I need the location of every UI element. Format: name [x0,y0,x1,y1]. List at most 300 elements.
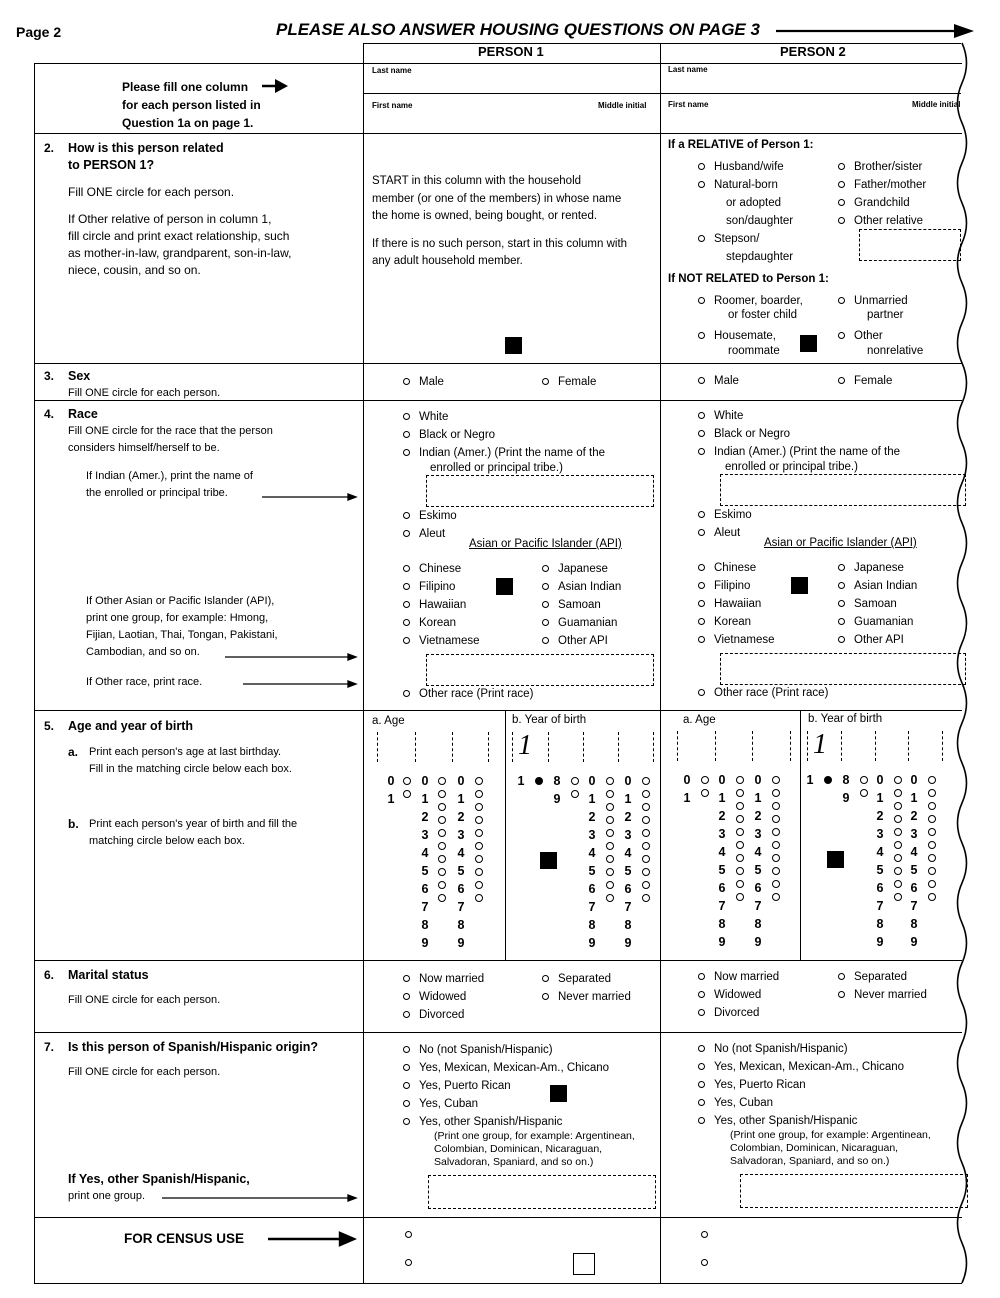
p1-last-name-field[interactable] [366,68,658,92]
p2-year-hundreds-digits [840,771,852,807]
q5-label: 5. [44,719,55,733]
digit-label: 6 [876,881,884,895]
answer-circle[interactable] [928,867,936,875]
q4-p1-indian[interactable]: Indian (Amer.) (Print the name of the [403,446,605,460]
p1-first-name-label: First name [372,101,413,110]
q4-p1-other-api[interactable]: Other API [542,634,608,648]
q5-p2-year-boxes[interactable] [807,731,943,761]
q4-p2-vietnamese[interactable]: Vietnamese [698,633,775,647]
answer-circle[interactable] [642,816,650,824]
q7-p1-timing-mark [550,1085,567,1102]
answer-circle[interactable] [772,802,780,810]
q3-question: Sex Fill ONE circle for each person. [68,369,221,399]
q2-opt-grandchild[interactable]: Grandchild [838,196,910,210]
answer-circle[interactable] [894,828,902,836]
digit-label: 2 [624,810,632,824]
p2-first-name-field[interactable] [663,103,953,129]
digit-label: 6 [421,882,429,896]
person1-header: PERSON 1 [478,44,544,59]
q4-p1-other-race[interactable]: Other race (Print race) [403,687,533,701]
answer-circle[interactable] [438,855,446,863]
p2-year-thousands-circle[interactable] [822,771,834,789]
p2-age-tens-circles[interactable] [699,771,711,802]
q4-p2-indian[interactable]: Indian (Amer.) (Print the name of the [698,445,900,459]
page-number: Page 2 [16,24,62,40]
digit-label: 0 [421,774,429,788]
q4-other-race-instructions: If Other race, print race. [86,676,203,688]
p2-year-thousands-digit [804,771,816,789]
q4-p1-api-head: Asian or Pacific Islander (API) [469,538,622,550]
digit-label: 8 [876,917,884,931]
digit-label: 6 [588,882,596,896]
q7-p1-no[interactable]: No (not Spanish/Hispanic) [403,1043,553,1057]
digit-label: 8 [588,918,596,932]
q4-p1-guamanian[interactable]: Guamanian [542,616,617,630]
q6-p1-separated[interactable]: Separated [542,972,611,986]
answer-circle[interactable] [438,777,446,785]
census-p2-circle-1[interactable] [701,1228,717,1242]
answer-circle[interactable] [772,828,780,836]
answer-circle[interactable] [894,854,902,862]
answer-circle[interactable] [606,842,614,850]
digit-label: 1 [876,791,884,805]
p2-age-circles-a[interactable] [734,771,746,906]
q4-p2-eskimo[interactable]: Eskimo [698,508,752,522]
answer-circle[interactable] [642,790,650,798]
p1-age-tens-digits [385,772,397,808]
q6-p1-divorced[interactable]: Divorced [403,1008,464,1022]
q6-p2-widowed[interactable]: Widowed [698,988,761,1002]
q6-p2-divorced[interactable]: Divorced [698,1006,759,1020]
digit-label: 5 [876,863,884,877]
q4-p1-white[interactable]: White [403,410,448,424]
answer-circle[interactable] [606,803,614,811]
digit-label: 2 [421,810,429,824]
q7-p1-puerto-rican[interactable]: Yes, Puerto Rican [403,1079,511,1093]
answer-circle[interactable] [736,854,744,862]
answer-circle[interactable] [894,802,902,810]
q7-p1-mexican[interactable]: Yes, Mexican, Mexican-Am., Chicano [403,1061,609,1075]
q4-p2-indian-line2: enrolled or principal tribe.) [725,461,858,473]
digit-label: 3 [754,827,762,841]
digit-label: 3 [876,827,884,841]
q4-p2-chinese[interactable]: Chinese [698,561,756,575]
q6-question: Marital status Fill ONE circle for each person. [68,968,221,1006]
q3-p2-female[interactable]: Female [838,374,892,388]
answer-circle[interactable] [894,880,902,888]
census-p2-circle-2[interactable] [701,1256,717,1270]
digit-label: 4 [754,845,762,859]
answer-circle[interactable] [928,828,936,836]
q7-p2-cuban[interactable]: Yes, Cuban [698,1096,773,1110]
q7-p2-puerto-rican[interactable]: Yes, Puerto Rican [698,1078,806,1092]
q2-opt-unmarried-partner[interactable]: Unmarried [838,294,908,308]
p1-year-ones-circles[interactable] [640,772,652,907]
digit-label: 0 [588,774,596,788]
q6-p1-now-married[interactable]: Now married [403,972,484,986]
answer-circle[interactable] [403,790,411,798]
q6-p2-separated[interactable]: Separated [838,970,907,984]
q6-label: 6. [44,968,55,982]
q2-opt-natural-born-line2: or adopted [726,197,781,209]
answer-circle[interactable] [736,867,744,875]
banner-arrow-icon [776,22,974,40]
answer-circle[interactable] [475,777,483,785]
p1-first-name-field[interactable] [366,104,658,130]
answer-circle[interactable] [736,815,744,823]
q4-p2-other-api[interactable]: Other API [838,633,904,647]
q5-a-text: Print each person's age at last birthday. Fill in the matching circle below each box. [89,746,292,775]
answer-circle[interactable] [894,815,902,823]
p1-middle-initial-label: Middle initial [598,101,647,110]
digit-label: 9 [457,936,465,950]
digit-label: 9 [910,935,918,949]
q2-opt-other-relative[interactable]: Other relative [838,214,923,228]
answer-circle[interactable] [736,841,744,849]
digit-label: 1 [517,774,525,788]
q2-opt-father-mother[interactable]: Father/mother [838,178,926,192]
q7-label: 7. [44,1040,55,1054]
answer-circle[interactable] [824,776,832,784]
answer-circle[interactable] [894,867,902,875]
digit-label: 5 [457,864,465,878]
q7-p2-other-hispanic[interactable]: Yes, other Spanish/Hispanic [698,1114,857,1128]
digit-label: 5 [718,863,726,877]
q2-opt-housemate-line2: roommate [728,345,780,357]
q5-a-label: a. [68,745,79,759]
digit-label: 1 [421,792,429,806]
answer-circle[interactable] [606,855,614,863]
p2-age-circles-b[interactable] [770,771,782,906]
answer-circle[interactable] [772,789,780,797]
answer-circle[interactable] [475,855,483,863]
q2-p1-start-text: START in this column with the household member (or one of the members) in whose name the home is owned, being bought, or rented. If there is no such person, start in this column with any adult household member. [372,175,628,267]
q2-opt-other-nonrelative[interactable]: Other [838,329,883,343]
q3-p1-male[interactable]: Male [403,375,444,389]
answer-circle[interactable] [928,776,936,784]
q4-p2-asian-indian[interactable]: Asian Indian [838,579,917,593]
digit-label: 6 [718,881,726,895]
answer-circle[interactable] [403,777,411,785]
answer-circle[interactable] [606,868,614,876]
q4-p1-vietnamese[interactable]: Vietnamese [403,634,480,648]
answer-circle[interactable] [438,803,446,811]
answer-circle[interactable] [772,841,780,849]
q2-opt-natural-born-line3: son/daughter [726,215,794,227]
digit-label: 4 [910,845,918,859]
answer-circle[interactable] [606,777,614,785]
answer-circle[interactable] [475,894,483,902]
census-p1-circle-2[interactable] [405,1256,421,1270]
p2-year-hundreds-circles[interactable] [858,771,870,802]
q4-p1-aleut[interactable]: Aleut [403,527,445,541]
answer-circle[interactable] [928,815,936,823]
digit-label: 4 [718,845,726,859]
answer-circle[interactable] [475,868,483,876]
q4-p2-korean[interactable]: Korean [698,615,751,629]
q4-p2-filipino[interactable]: Filipino [698,579,750,593]
p1-age-ones-digits-a [419,772,431,952]
answer-circle[interactable] [736,802,744,810]
answer-circle[interactable] [860,776,868,784]
q4-p1-japanese[interactable]: Japanese [542,562,608,576]
q4-p2-other-race[interactable]: Other race (Print race) [698,686,828,700]
census-p1-box[interactable] [573,1253,595,1275]
answer-circle[interactable] [772,880,780,888]
answer-circle[interactable] [475,842,483,850]
q4-p2-aleut[interactable]: Aleut [698,526,740,540]
census-use-label: FOR CENSUS USE [124,1231,245,1246]
q6-p1-never-married[interactable]: Never married [542,990,631,1004]
digit-label: 4 [624,846,632,860]
answer-circle[interactable] [475,829,483,837]
p1-year-hundreds-digits [551,772,563,808]
digit-label: 6 [457,882,465,896]
digit-label: 8 [910,917,918,931]
q4-p1-samoan[interactable]: Samoan [542,598,601,612]
census-p1-circle-1[interactable] [405,1228,421,1242]
digit-label: 9 [553,792,561,806]
digit-label: 6 [910,881,918,895]
digit-label: 0 [754,773,762,787]
answer-circle[interactable] [475,881,483,889]
q7-p1-group-input[interactable] [428,1175,656,1209]
q2-opt-roomer-line2: or foster child [728,309,798,321]
answer-circle[interactable] [438,881,446,889]
q5-p1-age-head: a. Age [372,715,405,727]
p1-year-thousands-circle[interactable] [533,772,545,790]
p1-year-tens-digits [586,772,598,952]
q4-indian-instructions: If Indian (Amer.), print the name of the enrolled or principal tribe. [86,470,253,499]
q5-p1-year-boxes[interactable] [512,732,654,762]
answer-circle[interactable] [736,893,744,901]
q4-p1-black[interactable]: Black or Negro [403,428,495,442]
digit-label: 4 [876,845,884,859]
q7-p2-example: (Print one group, for example: Argentinean, Colombian, Dominican, Nicaraguan, Salvadoran, Spaniard, and so on.) [730,1129,931,1167]
answer-circle[interactable] [928,841,936,849]
answer-circle[interactable] [606,894,614,902]
q4-p1-hawaiian[interactable]: Hawaiian [403,598,466,612]
answer-circle[interactable] [736,789,744,797]
intro-arrow-icon [262,78,288,94]
digit-label: 1 [910,791,918,805]
q4-p1-eskimo[interactable]: Eskimo [403,509,457,523]
q2-opt-housemate[interactable]: Housemate, [698,329,776,343]
q4-p1-chinese[interactable]: Chinese [403,562,461,576]
answer-circle[interactable] [438,790,446,798]
q4-p1-indian-line2: enrolled or principal tribe.) [430,462,563,474]
digit-label: 5 [588,864,596,878]
q5-p1-year-prefix: 1 [518,730,532,761]
q7-p1-other-hispanic[interactable]: Yes, other Spanish/Hispanic [403,1115,562,1129]
q2-opt-unmarried-partner-line2: partner [867,309,904,321]
digit-label: 4 [421,846,429,860]
digit-label: 1 [457,792,465,806]
answer-circle[interactable] [928,789,936,797]
digit-label: 8 [718,917,726,931]
answer-circle[interactable] [736,828,744,836]
q4-p2-black[interactable]: Black or Negro [698,427,790,441]
answer-circle[interactable] [928,893,936,901]
q4-p1-korean[interactable]: Korean [403,616,456,630]
p1-age-tens-circles[interactable] [401,772,413,803]
q4-question: Race Fill ONE circle for the race that the person considers himself/herself to be. [68,407,273,454]
answer-circle[interactable] [571,790,579,798]
answer-circle[interactable] [736,776,744,784]
answer-circle[interactable] [475,816,483,824]
answer-circle[interactable] [438,842,446,850]
digit-label: 1 [387,792,395,806]
q6-p1-widowed[interactable]: Widowed [403,990,466,1004]
answer-circle[interactable] [606,881,614,889]
answer-circle[interactable] [475,790,483,798]
q4-p2-samoan[interactable]: Samoan [838,597,897,611]
answer-circle[interactable] [642,894,650,902]
q2-p2-timing-mark [800,335,817,352]
q2-opt-natural-born[interactable]: Natural-born [698,178,778,192]
digit-label: 5 [754,863,762,877]
answer-circle[interactable] [642,829,650,837]
q2-opt-brother-sister[interactable]: Brother/sister [838,160,922,174]
answer-circle[interactable] [772,893,780,901]
p1-year-tens-circles[interactable] [604,772,616,907]
answer-circle[interactable] [860,789,868,797]
q4-p2-guamanian[interactable]: Guamanian [838,615,913,629]
answer-circle[interactable] [642,868,650,876]
q5-p1-age-boxes[interactable] [377,732,489,762]
q2-other-relative-input[interactable] [859,229,961,261]
q5-p2-age-boxes[interactable] [677,731,791,761]
q3-p1-female[interactable]: Female [542,375,596,389]
digit-label: 3 [718,827,726,841]
answer-circle[interactable] [606,829,614,837]
answer-circle[interactable] [928,802,936,810]
answer-circle[interactable] [701,789,709,797]
answer-circle[interactable] [894,893,902,901]
digit-label: 1 [806,773,814,787]
answer-circle[interactable] [438,829,446,837]
answer-circle[interactable] [606,816,614,824]
answer-circle[interactable] [772,776,780,784]
digit-label: 9 [624,936,632,950]
answer-circle[interactable] [438,894,446,902]
digit-label: 9 [588,936,596,950]
digit-label: 1 [624,792,632,806]
digit-label: 7 [457,900,465,914]
q7-p1-example: (Print one group, for example: Argentinean, Colombian, Dominican, Nicaraguan, Salvadoran, Spaniard, and so on.) [434,1130,635,1168]
digit-label: 5 [624,864,632,878]
q4-p1-other-api-input[interactable] [426,654,654,686]
q4-p2-other-api-input[interactable] [720,653,966,685]
digit-label: 2 [718,809,726,823]
p1-year-hundreds-circles[interactable] [569,772,581,803]
person2-header: PERSON 2 [780,44,846,59]
p2-age-tens-digits [681,771,693,807]
p1-age-circles-b[interactable] [473,772,485,907]
p1-age-circles-a[interactable] [436,772,448,907]
q5-p2-age-head: a. Age [683,714,716,726]
q7-p2-group-input[interactable] [740,1174,968,1208]
answer-circle[interactable] [642,855,650,863]
answer-circle[interactable] [894,776,902,784]
q2-opt-roomer[interactable]: Roomer, boarder, [698,294,803,308]
answer-circle[interactable] [701,776,709,784]
digit-label: 3 [624,828,632,842]
answer-circle[interactable] [642,842,650,850]
digit-label: 6 [754,881,762,895]
q5-p1-year-head: b. Year of birth [512,714,587,726]
q5-p2-timing-mark [827,851,844,868]
q5-b-text: Print each person's year of birth and fill the matching circle below each box. [89,818,298,847]
answer-circle[interactable] [535,777,543,785]
answer-circle[interactable] [928,854,936,862]
answer-circle[interactable] [928,880,936,888]
answer-circle[interactable] [772,867,780,875]
p2-year-ones-circles[interactable] [926,771,938,906]
q4-p2-hawaiian[interactable]: Hawaiian [698,597,761,611]
p2-first-name-label: First name [668,100,709,109]
q6-p2-never-married[interactable]: Never married [838,988,927,1002]
q4-p1-filipino[interactable]: Filipino [403,580,455,594]
digit-label: 8 [754,917,762,931]
digit-label: 0 [387,774,395,788]
p1-age-ones-digits-b [455,772,467,952]
q7-p2-mexican[interactable]: Yes, Mexican, Mexican-Am., Chicano [698,1060,904,1074]
answer-circle[interactable] [642,777,650,785]
digit-label: 3 [421,828,429,842]
answer-circle[interactable] [642,803,650,811]
answer-circle[interactable] [894,841,902,849]
q7-p2-no[interactable]: No (not Spanish/Hispanic) [698,1042,848,1056]
answer-circle[interactable] [736,880,744,888]
q5-question: Age and year of birth [68,719,194,733]
q4-p1-asian-indian[interactable]: Asian Indian [542,580,621,594]
answer-circle[interactable] [894,789,902,797]
digit-label: 9 [718,935,726,949]
digit-label: 0 [910,773,918,787]
q4-p2-tribe-input[interactable] [720,474,966,506]
answer-circle[interactable] [571,777,579,785]
digit-label: 0 [624,774,632,788]
p2-middle-initial-label: Middle initial [912,100,961,109]
q3-p2-male[interactable]: Male [698,374,739,388]
answer-circle[interactable] [642,881,650,889]
answer-circle[interactable] [606,790,614,798]
answer-circle[interactable] [438,816,446,824]
q4-p2-japanese[interactable]: Japanese [838,561,904,575]
q4-p2-white[interactable]: White [698,409,743,423]
answer-circle[interactable] [438,868,446,876]
answer-circle[interactable] [772,854,780,862]
housing-banner: PLEASE ALSO ANSWER HOUSING QUESTIONS ON PAGE 3 [276,20,760,39]
q2-opt-husband-wife[interactable]: Husband/wife [698,160,784,174]
p2-year-tens-circles[interactable] [892,771,904,906]
p2-age-ones-digits-b [752,771,764,951]
p1-year-thousands-digit [515,772,527,790]
digit-label: 2 [588,810,596,824]
q6-p2-now-married[interactable]: Now married [698,970,779,984]
q3-label: 3. [44,369,55,383]
q2-p1-timing-mark [505,337,522,354]
q2-opt-stepson[interactable]: Stepson/ [698,232,759,246]
p1-year-ones-digits [622,772,634,952]
q4-p1-tribe-input[interactable] [426,475,654,507]
answer-circle[interactable] [475,803,483,811]
q5-b-label: b. [68,817,79,831]
p2-last-name-field[interactable] [663,67,953,91]
q7-p1-cuban[interactable]: Yes, Cuban [403,1097,478,1111]
answer-circle[interactable] [772,815,780,823]
